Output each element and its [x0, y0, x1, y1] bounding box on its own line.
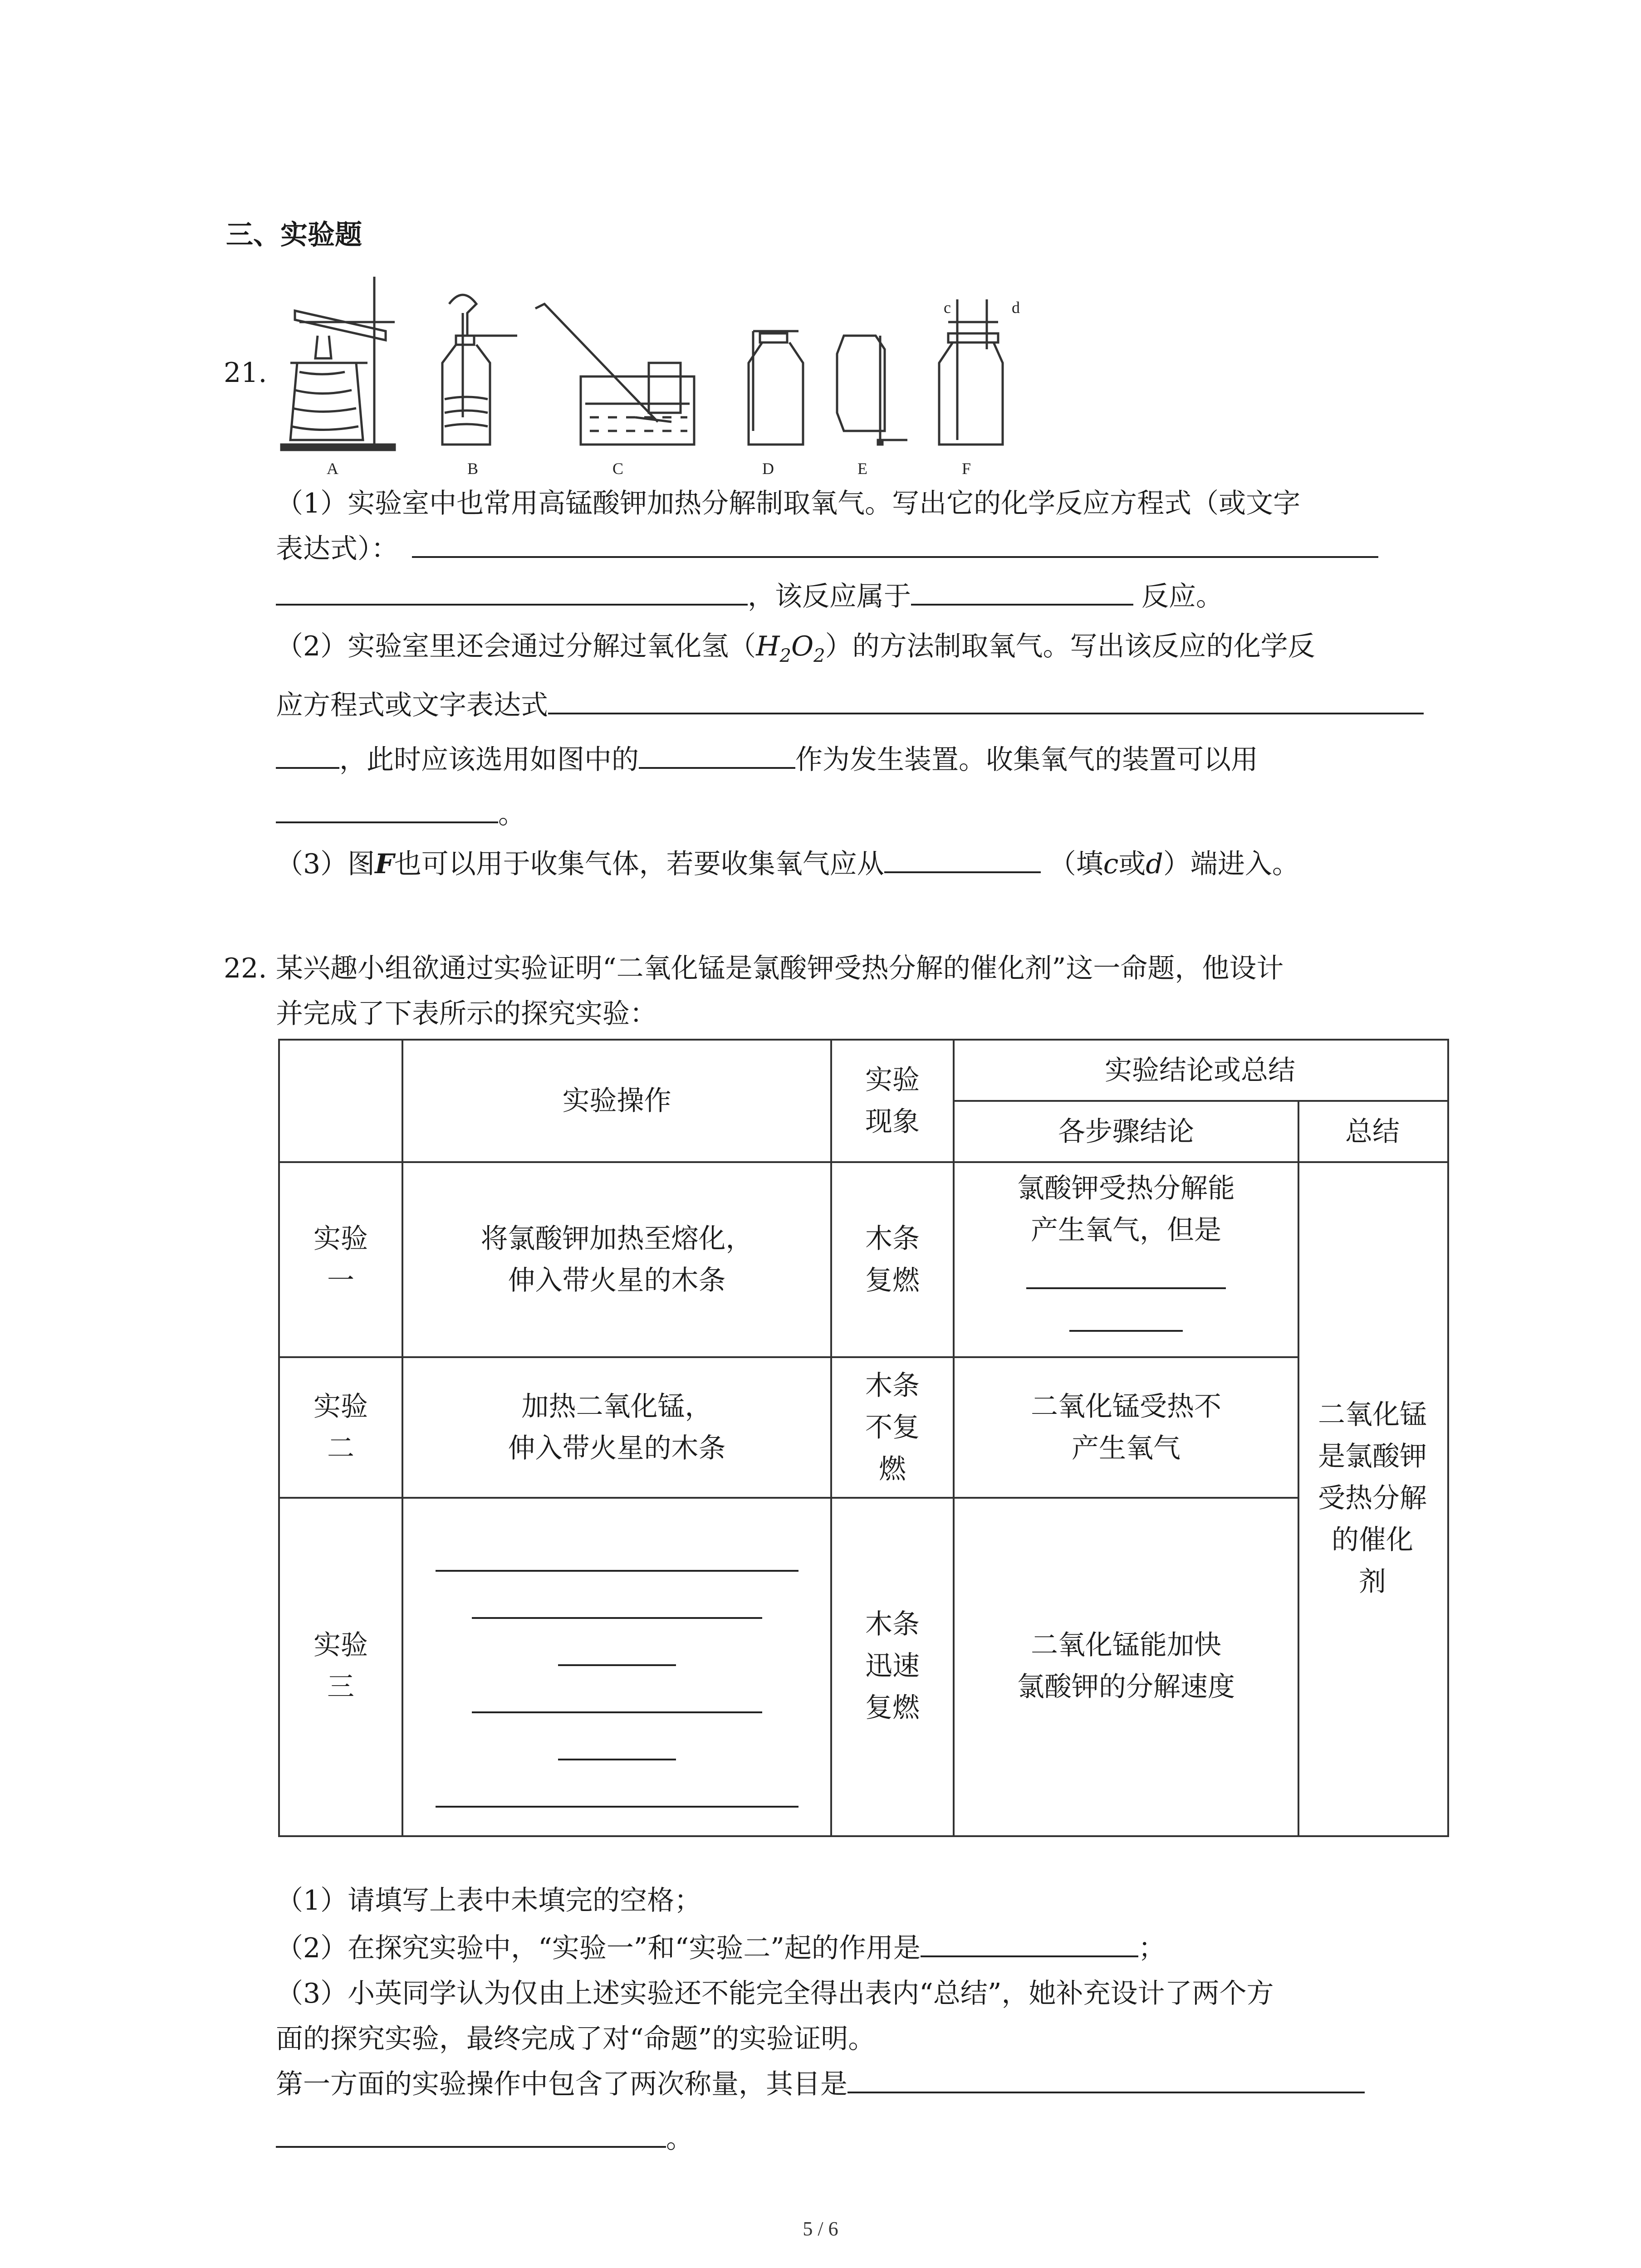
q21-part2-line2-text: 应方程式或文字表达式 [276, 689, 548, 721]
answer-blank-equation-1[interactable] [412, 531, 1378, 558]
row3-ph-1: 木条 [865, 1608, 920, 1640]
row3-name-1: 实验 [314, 1629, 368, 1661]
row2-ph-2: 不复 [865, 1412, 920, 1443]
answer-blank-weighing-2[interactable] [276, 2121, 666, 2148]
row3-con-1: 二氧化锰能加快 [1031, 1629, 1221, 1661]
row3-answer-blank-1[interactable] [436, 1525, 798, 1572]
row1-answer-blank-1[interactable] [1026, 1251, 1226, 1289]
row1-ph-1: 木条 [865, 1223, 920, 1255]
answer-blank-h2o2-equation-1[interactable] [548, 687, 1424, 714]
apparatus-e [837, 336, 907, 445]
formula-h: H [756, 631, 780, 662]
q21-part1-line3-text: ，该反应属于 [748, 581, 911, 612]
apparatus-c [535, 304, 694, 445]
q21-part2-line3-text: ，此时应该选用如图中的 [339, 744, 639, 776]
q22-sub2 [276, 1926, 1166, 1971]
row3-answer-blank-2[interactable] [472, 1572, 762, 1619]
header-operation: 实验操作 [562, 1085, 671, 1117]
summary-line-4: 的催化 [1332, 1524, 1413, 1556]
section-title: 三、实验题 [226, 219, 362, 251]
q22-sub3-line1: （3）小英同学认为仅由上述实验还不能完全得出表内“总结”，她补充设计了两个方 [276, 1978, 1274, 2009]
row2-op-2: 伸入带火星的木条 [508, 1432, 726, 1464]
row3-con-2: 氯酸钾的分解速度 [1017, 1671, 1235, 1703]
apparatus-f [939, 299, 1003, 445]
row3-answer-blank-4[interactable] [472, 1666, 762, 1713]
row3-operation [403, 1499, 830, 1833]
q21-part3-text-a: （3）图 [276, 848, 375, 880]
label-b: B [467, 459, 479, 478]
q22-sub1: （1）请填写上表中未填完的空格； [276, 1885, 702, 1916]
row2-phenomenon [832, 1358, 953, 1497]
summary-line-5: 剂 [1359, 1566, 1386, 1598]
row1-phenomenon [832, 1163, 953, 1356]
label-d: D [762, 459, 774, 478]
label-e: E [857, 459, 867, 478]
summary-line-2: 是氯酸钾 [1318, 1441, 1427, 1472]
row2-conclusion [955, 1358, 1298, 1497]
label-a: A [327, 459, 338, 478]
q21-part3-or: 或 [1118, 848, 1146, 880]
label-f: F [962, 459, 971, 478]
q21-part2-line3 [276, 737, 1258, 782]
answer-blank-weighing-1[interactable] [847, 2066, 1365, 2093]
port-c-label: c [944, 298, 951, 317]
header-phenomenon-2: 现象 [865, 1106, 920, 1138]
q22-sub4-end: 。 [666, 2123, 693, 2155]
row2-ph-3: 燃 [879, 1453, 906, 1485]
row2-ph-1: 木条 [865, 1370, 920, 1402]
q21-part1-line3 [276, 574, 1223, 619]
q22-sub2-end: ； [1138, 1932, 1166, 1964]
header-step-conclusion: 各步骤结论 [1058, 1115, 1194, 1148]
row1-name [280, 1163, 402, 1356]
row1-con-2: 产生氧气，但是 [1031, 1214, 1221, 1246]
q21-part3-text-b: 也可以用于收集气体，若要收集氧气应从 [394, 848, 884, 880]
apparatus-b [442, 295, 517, 445]
header-conclusion: 实验结论或总结 [1105, 1054, 1295, 1086]
row3-ph-2: 迅速 [865, 1650, 920, 1682]
port-d-label: d [1012, 298, 1020, 317]
answer-blank-reaction-type[interactable] [911, 578, 1133, 606]
answer-blank-h2o2-equation-2[interactable] [276, 742, 339, 769]
question-22-number: 22. [224, 953, 267, 984]
row2-operation [403, 1358, 830, 1497]
q21-part1-line2-text: 表达式）： [276, 533, 398, 565]
row1-operation [403, 1163, 830, 1356]
answer-blank-role[interactable] [921, 1930, 1138, 1957]
formula-sub-2: 2 [813, 645, 825, 666]
row2-con-2: 产生氧气 [1072, 1432, 1181, 1464]
row1-con-1: 氯酸钾受热分解能 [1017, 1173, 1235, 1204]
q21-part2-line3-rest: 作为发生装置。收集氧气的装置可以用 [795, 744, 1258, 776]
summary-line-1: 二氧化锰 [1318, 1399, 1427, 1431]
row2-con-1: 二氧化锰受热不 [1031, 1391, 1221, 1422]
answer-blank-generator[interactable] [639, 742, 795, 769]
q22-sub4-text: 第一方面的实验操作中包含了两次称量，其目是 [276, 2068, 847, 2100]
q22-sub4-line1 [276, 2062, 1365, 2107]
question-21-number: 21. [224, 357, 267, 389]
summary-line-3: 受热分解 [1318, 1482, 1427, 1514]
row3-name [280, 1499, 402, 1833]
row3-ph-3: 复燃 [865, 1692, 920, 1724]
row1-ph-2: 复燃 [865, 1265, 920, 1296]
q21-part2-line4 [276, 792, 525, 837]
apparatus-d [749, 331, 803, 445]
q21-part3-text-d: ）端进入。 [1163, 848, 1299, 880]
figure-f-label: F [375, 848, 394, 880]
row1-name-1: 实验 [314, 1223, 368, 1255]
apparatus-figure [272, 268, 1043, 481]
q22-sub2-text: （2）在探究实验中，“实验一”和“实验二”起的作用是 [276, 1932, 921, 1964]
q21-part3 [276, 841, 1299, 887]
formula-sub-1: 2 [779, 645, 791, 666]
row1-op-1: 将氯酸钾加热至熔化， [480, 1223, 753, 1255]
row3-conclusion [955, 1499, 1298, 1833]
answer-blank-equation-2[interactable] [276, 578, 748, 606]
summary-cell [1299, 1163, 1445, 1833]
row1-name-2: 一 [327, 1265, 354, 1296]
row3-answer-blank-3[interactable] [558, 1619, 676, 1666]
row1-conclusion [955, 1163, 1298, 1356]
q22-intro-line1: 某兴趣小组欲通过实验证明“二氧化锰是氯酸钾受热分解的催化剂”这一命题，他设计 [276, 953, 1284, 984]
row1-answer-blank-2[interactable] [1069, 1289, 1183, 1332]
q21-part1-line1: （1）实验室中也常用高锰酸钾加热分解制取氧气。写出它的化学反应方程式（或文字 [276, 488, 1301, 519]
q21-part1-line3-end: 反应。 [1141, 581, 1223, 612]
header-phenomenon [832, 1041, 953, 1161]
q22-sub3-line2: 面的探究实验，最终完成了对“命题”的实验证明。 [276, 2023, 876, 2055]
row3-name-2: 三 [327, 1671, 354, 1703]
row2-op-1: 加热二氧化锰， [521, 1391, 712, 1422]
row1-op-2: 伸入带火星的木条 [508, 1265, 726, 1296]
q21-part3-text-c: （填 [1048, 848, 1103, 880]
answer-blank-port[interactable] [884, 846, 1041, 873]
answer-blank-collector[interactable] [276, 796, 498, 823]
q21-part2-line2 [276, 683, 1424, 728]
q22-intro-line2: 并完成了下表所示的探究实验： [276, 998, 657, 1030]
q21-part2-line4-end: 。 [498, 798, 525, 830]
header-phenomenon-1: 实验 [865, 1064, 920, 1096]
apparatus-a [281, 277, 395, 450]
page-number: 5 / 6 [803, 2218, 838, 2240]
var-c: c [1103, 848, 1119, 880]
row3-answer-blank-6[interactable] [436, 1760, 798, 1808]
header-summary: 总结 [1345, 1115, 1400, 1148]
row2-name-2: 二 [327, 1432, 354, 1464]
row2-name-1: 实验 [314, 1391, 368, 1422]
row3-phenomenon [832, 1499, 953, 1833]
row3-answer-blank-5[interactable] [558, 1713, 676, 1760]
formula-o: O [791, 631, 814, 662]
var-d: d [1146, 848, 1163, 880]
row2-name [280, 1358, 402, 1497]
label-c: C [612, 459, 624, 478]
q21-part1-line2 [276, 526, 1378, 572]
q22-sub4-line2 [276, 2116, 693, 2161]
q21-part2-line1-rest: ）的方法制取氧气。写出该反应的化学反 [825, 631, 1315, 662]
q21-part2-line1-text: （2）实验室里还会通过分解过氧化氢（ [276, 631, 756, 662]
q21-part2-line1 [276, 624, 1315, 679]
